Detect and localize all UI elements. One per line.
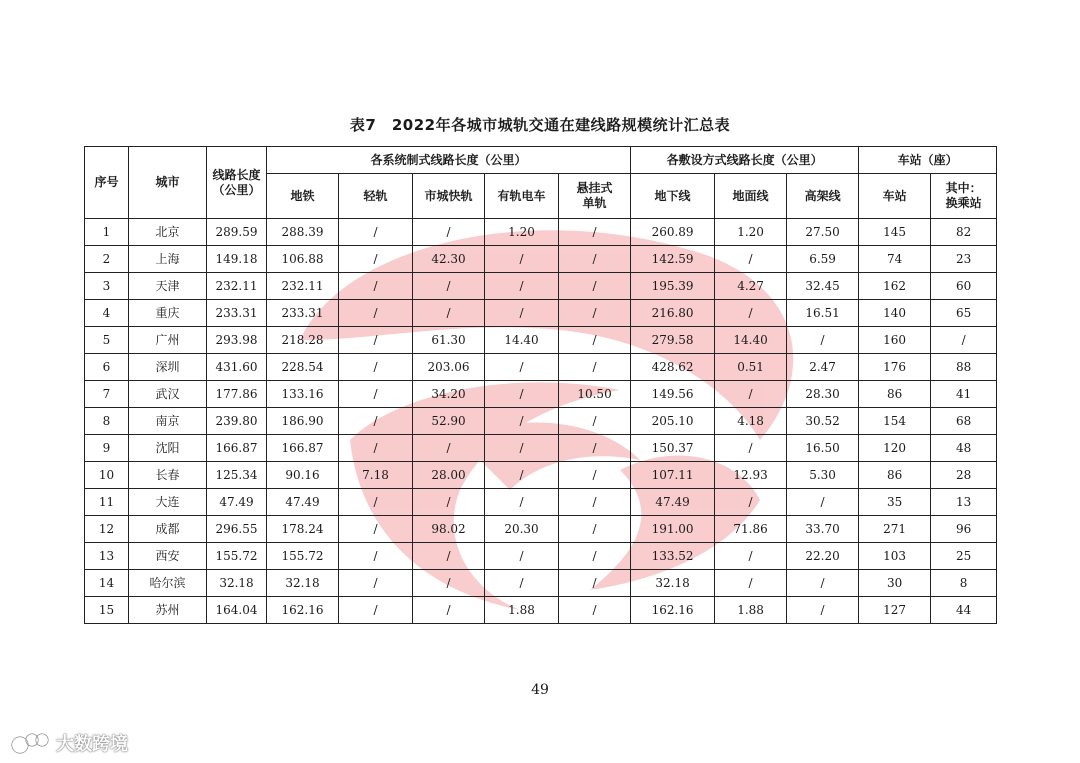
table-row bbox=[85, 327, 997, 354]
cell-transfer: 68 bbox=[931, 408, 997, 435]
col-transfer-line2: 换乘站 bbox=[945, 196, 982, 210]
cell-length: 32.18 bbox=[207, 570, 267, 597]
cell-elevated: 5.30 bbox=[787, 462, 859, 489]
cell-stations: 145 bbox=[859, 219, 931, 246]
cell-city: 大连 bbox=[129, 489, 207, 516]
cell-metro: 166.87 bbox=[267, 435, 339, 462]
page-number: 49 bbox=[531, 682, 549, 698]
table-row bbox=[85, 381, 997, 408]
cell-underground: 216.80 bbox=[631, 300, 715, 327]
table-title: 表7 2022年各城市城轨交通在建线路规模统计汇总表 bbox=[349, 116, 731, 134]
cell-length: 296.55 bbox=[207, 516, 267, 543]
cell-elevated: 6.59 bbox=[787, 246, 859, 273]
cell-stations: 35 bbox=[859, 489, 931, 516]
cell-underground: 205.10 bbox=[631, 408, 715, 435]
col-transfer bbox=[931, 174, 997, 219]
cell-stations: 176 bbox=[859, 354, 931, 381]
cell-seq: 10 bbox=[85, 462, 129, 489]
cell-stations: 74 bbox=[859, 246, 931, 273]
cell-length: 431.60 bbox=[207, 354, 267, 381]
cell-city: 南京 bbox=[129, 408, 207, 435]
cell-elevated: / bbox=[787, 570, 859, 597]
cell-transfer: 82 bbox=[931, 219, 997, 246]
cell-ground: 14.40 bbox=[715, 327, 787, 354]
cell-seq: 1 bbox=[85, 219, 129, 246]
cell-ground: 4.27 bbox=[715, 273, 787, 300]
cell-tram: / bbox=[485, 462, 559, 489]
cell-seq: 3 bbox=[85, 273, 129, 300]
cell-city: 哈尔滨 bbox=[129, 570, 207, 597]
cell-monorail: / bbox=[559, 219, 631, 246]
cell-elevated: / bbox=[787, 489, 859, 516]
cell-ground: 12.93 bbox=[715, 462, 787, 489]
cell-ground: / bbox=[715, 300, 787, 327]
cell-stations: 140 bbox=[859, 300, 931, 327]
col-seq: 序号 bbox=[85, 147, 129, 219]
table-row bbox=[85, 435, 997, 462]
cell-monorail: / bbox=[559, 408, 631, 435]
cell-underground: 133.52 bbox=[631, 543, 715, 570]
cell-underground: 47.49 bbox=[631, 489, 715, 516]
cell-length: 232.11 bbox=[207, 273, 267, 300]
cell-stations: 86 bbox=[859, 462, 931, 489]
cell-city: 天津 bbox=[129, 273, 207, 300]
cell-length: 233.31 bbox=[207, 300, 267, 327]
table-row bbox=[85, 273, 997, 300]
cell-suburban: / bbox=[413, 543, 485, 570]
cell-underground: 32.18 bbox=[631, 570, 715, 597]
cell-ground: / bbox=[715, 543, 787, 570]
col-light-rail: 轻轨 bbox=[339, 174, 413, 219]
cell-metro: 186.90 bbox=[267, 408, 339, 435]
cell-underground: 107.11 bbox=[631, 462, 715, 489]
cell-suburban: 203.06 bbox=[413, 354, 485, 381]
header-row-1 bbox=[85, 147, 997, 174]
cell-elevated: 22.20 bbox=[787, 543, 859, 570]
cell-city: 武汉 bbox=[129, 381, 207, 408]
cell-transfer: 8 bbox=[931, 570, 997, 597]
cell-ground: / bbox=[715, 570, 787, 597]
cell-suburban: / bbox=[413, 597, 485, 624]
cell-city: 西安 bbox=[129, 543, 207, 570]
cell-underground: 260.89 bbox=[631, 219, 715, 246]
cell-elevated: / bbox=[787, 327, 859, 354]
cell-tram: / bbox=[485, 354, 559, 381]
cell-transfer: 88 bbox=[931, 354, 997, 381]
table-row bbox=[85, 570, 997, 597]
table-row bbox=[85, 516, 997, 543]
cell-seq: 6 bbox=[85, 354, 129, 381]
cell-tram: / bbox=[485, 543, 559, 570]
col-ground: 地面线 bbox=[715, 174, 787, 219]
cell-underground: 191.00 bbox=[631, 516, 715, 543]
cell-transfer: 28 bbox=[931, 462, 997, 489]
table-row bbox=[85, 489, 997, 516]
cell-length: 293.98 bbox=[207, 327, 267, 354]
table-row bbox=[85, 219, 997, 246]
cell-light-rail: / bbox=[339, 381, 413, 408]
col-length-line1: 线路长度 bbox=[212, 167, 261, 182]
cell-elevated: 2.47 bbox=[787, 354, 859, 381]
col-elevated: 高架线 bbox=[787, 174, 859, 219]
cell-suburban: / bbox=[413, 300, 485, 327]
cell-seq: 5 bbox=[85, 327, 129, 354]
cell-transfer: 65 bbox=[931, 300, 997, 327]
cell-seq: 15 bbox=[85, 597, 129, 624]
cell-elevated: 28.30 bbox=[787, 381, 859, 408]
cell-stations: 127 bbox=[859, 597, 931, 624]
cell-seq: 13 bbox=[85, 543, 129, 570]
cell-light-rail: / bbox=[339, 354, 413, 381]
cell-city: 深圳 bbox=[129, 354, 207, 381]
cell-suburban: 34.20 bbox=[413, 381, 485, 408]
cell-tram: / bbox=[485, 489, 559, 516]
cell-ground: / bbox=[715, 246, 787, 273]
cell-stations: 271 bbox=[859, 516, 931, 543]
table-row bbox=[85, 543, 997, 570]
cell-underground: 162.16 bbox=[631, 597, 715, 624]
cell-metro: 162.16 bbox=[267, 597, 339, 624]
cell-transfer: 44 bbox=[931, 597, 997, 624]
cell-light-rail: / bbox=[339, 300, 413, 327]
col-metro: 地铁 bbox=[267, 174, 339, 219]
cell-metro: 218.28 bbox=[267, 327, 339, 354]
cell-underground: 149.56 bbox=[631, 381, 715, 408]
col-stations: 车站 bbox=[859, 174, 931, 219]
cell-ground: 1.88 bbox=[715, 597, 787, 624]
group-stations: 车站（座） bbox=[859, 147, 997, 174]
cell-city: 上海 bbox=[129, 246, 207, 273]
cell-monorail: / bbox=[559, 543, 631, 570]
table-row bbox=[85, 408, 997, 435]
cell-suburban: / bbox=[413, 570, 485, 597]
cell-monorail: / bbox=[559, 327, 631, 354]
cell-seq: 9 bbox=[85, 435, 129, 462]
cell-ground: / bbox=[715, 489, 787, 516]
cell-stations: 160 bbox=[859, 327, 931, 354]
cell-tram: / bbox=[485, 570, 559, 597]
brand-text: 大数跨境 bbox=[56, 734, 128, 755]
cell-light-rail: / bbox=[339, 435, 413, 462]
cell-monorail: / bbox=[559, 516, 631, 543]
cell-monorail: / bbox=[559, 570, 631, 597]
cell-monorail: / bbox=[559, 462, 631, 489]
cell-monorail: / bbox=[559, 273, 631, 300]
cell-stations: 120 bbox=[859, 435, 931, 462]
cell-city: 重庆 bbox=[129, 300, 207, 327]
group-systems: 各系统制式线路长度（公里） bbox=[267, 147, 631, 174]
col-underground: 地下线 bbox=[631, 174, 715, 219]
cell-city: 北京 bbox=[129, 219, 207, 246]
cell-transfer: 13 bbox=[931, 489, 997, 516]
col-monorail bbox=[559, 174, 631, 219]
cell-length: 47.49 bbox=[207, 489, 267, 516]
cell-seq: 12 bbox=[85, 516, 129, 543]
cell-light-rail: / bbox=[339, 597, 413, 624]
cell-city: 沈阳 bbox=[129, 435, 207, 462]
cell-seq: 11 bbox=[85, 489, 129, 516]
cell-metro: 32.18 bbox=[267, 570, 339, 597]
cell-tram: 1.20 bbox=[485, 219, 559, 246]
cell-elevated: 33.70 bbox=[787, 516, 859, 543]
cell-light-rail: / bbox=[339, 246, 413, 273]
cell-underground: 142.59 bbox=[631, 246, 715, 273]
cell-tram: / bbox=[485, 246, 559, 273]
cell-metro: 47.49 bbox=[267, 489, 339, 516]
cell-underground: 428.62 bbox=[631, 354, 715, 381]
cell-ground: 1.20 bbox=[715, 219, 787, 246]
table-row bbox=[85, 354, 997, 381]
cell-city: 长春 bbox=[129, 462, 207, 489]
cell-metro: 133.16 bbox=[267, 381, 339, 408]
cell-light-rail: / bbox=[339, 516, 413, 543]
cell-length: 239.80 bbox=[207, 408, 267, 435]
cell-monorail: / bbox=[559, 300, 631, 327]
cell-suburban: / bbox=[413, 219, 485, 246]
cell-city: 成都 bbox=[129, 516, 207, 543]
cell-ground: / bbox=[715, 381, 787, 408]
col-transfer-line1: 其中： bbox=[945, 181, 982, 195]
cell-transfer: 60 bbox=[931, 273, 997, 300]
cell-elevated: 16.51 bbox=[787, 300, 859, 327]
cell-light-rail: / bbox=[339, 543, 413, 570]
cell-tram: / bbox=[485, 435, 559, 462]
cell-seq: 2 bbox=[85, 246, 129, 273]
cell-elevated: 32.45 bbox=[787, 273, 859, 300]
cell-elevated: / bbox=[787, 597, 859, 624]
cell-metro: 155.72 bbox=[267, 543, 339, 570]
cell-length: 149.18 bbox=[207, 246, 267, 273]
cell-monorail: / bbox=[559, 435, 631, 462]
cell-suburban: 52.90 bbox=[413, 408, 485, 435]
cell-suburban: 42.30 bbox=[413, 246, 485, 273]
construction-stats-table bbox=[84, 146, 997, 624]
cell-suburban: 98.02 bbox=[413, 516, 485, 543]
cell-transfer: 41 bbox=[931, 381, 997, 408]
cell-stations: 162 bbox=[859, 273, 931, 300]
cell-light-rail: / bbox=[339, 489, 413, 516]
cell-monorail: / bbox=[559, 246, 631, 273]
cell-ground: 0.51 bbox=[715, 354, 787, 381]
cell-monorail: / bbox=[559, 597, 631, 624]
cell-elevated: 16.50 bbox=[787, 435, 859, 462]
cell-transfer: 23 bbox=[931, 246, 997, 273]
cell-light-rail: / bbox=[339, 219, 413, 246]
cell-light-rail: / bbox=[339, 570, 413, 597]
weibo-style-logo-icon bbox=[10, 731, 50, 755]
cell-suburban: 28.00 bbox=[413, 462, 485, 489]
cell-ground: 71.86 bbox=[715, 516, 787, 543]
cell-tram: / bbox=[485, 273, 559, 300]
cell-light-rail: 7.18 bbox=[339, 462, 413, 489]
cell-tram: / bbox=[485, 300, 559, 327]
cell-elevated: 27.50 bbox=[787, 219, 859, 246]
col-monorail-line1: 悬挂式 bbox=[576, 181, 613, 195]
cell-ground: 4.18 bbox=[715, 408, 787, 435]
cell-tram: / bbox=[485, 381, 559, 408]
cell-metro: 232.11 bbox=[267, 273, 339, 300]
cell-stations: 154 bbox=[859, 408, 931, 435]
cell-light-rail: / bbox=[339, 273, 413, 300]
cell-tram: / bbox=[485, 408, 559, 435]
cell-length: 177.86 bbox=[207, 381, 267, 408]
table-body bbox=[85, 219, 997, 624]
cell-suburban: / bbox=[413, 489, 485, 516]
cell-city: 苏州 bbox=[129, 597, 207, 624]
cell-length: 166.87 bbox=[207, 435, 267, 462]
cell-stations: 86 bbox=[859, 381, 931, 408]
cell-transfer: 25 bbox=[931, 543, 997, 570]
cell-metro: 178.24 bbox=[267, 516, 339, 543]
table-row bbox=[85, 597, 997, 624]
cell-city: 广州 bbox=[129, 327, 207, 354]
cell-suburban: / bbox=[413, 273, 485, 300]
cell-light-rail: / bbox=[339, 327, 413, 354]
cell-tram: 20.30 bbox=[485, 516, 559, 543]
cell-stations: 30 bbox=[859, 570, 931, 597]
col-monorail-line2: 单轨 bbox=[582, 196, 607, 210]
cell-stations: 103 bbox=[859, 543, 931, 570]
cell-suburban: 61.30 bbox=[413, 327, 485, 354]
cell-tram: 14.40 bbox=[485, 327, 559, 354]
col-tram: 有轨电车 bbox=[485, 174, 559, 219]
cell-seq: 8 bbox=[85, 408, 129, 435]
cell-seq: 7 bbox=[85, 381, 129, 408]
cell-seq: 4 bbox=[85, 300, 129, 327]
group-laying: 各敷设方式线路长度（公里） bbox=[631, 147, 859, 174]
cell-underground: 279.58 bbox=[631, 327, 715, 354]
brand-watermark bbox=[10, 730, 128, 756]
cell-seq: 14 bbox=[85, 570, 129, 597]
cell-transfer: / bbox=[931, 327, 997, 354]
cell-tram: 1.88 bbox=[485, 597, 559, 624]
table-row bbox=[85, 300, 997, 327]
table-row bbox=[85, 246, 997, 273]
cell-transfer: 96 bbox=[931, 516, 997, 543]
cell-monorail: 10.50 bbox=[559, 381, 631, 408]
cell-monorail: / bbox=[559, 354, 631, 381]
cell-length: 125.34 bbox=[207, 462, 267, 489]
cell-monorail: / bbox=[559, 489, 631, 516]
cell-metro: 288.39 bbox=[267, 219, 339, 246]
cell-metro: 106.88 bbox=[267, 246, 339, 273]
cell-length: 155.72 bbox=[207, 543, 267, 570]
cell-suburban: / bbox=[413, 435, 485, 462]
table-row bbox=[85, 462, 997, 489]
col-length-line2: （公里） bbox=[212, 182, 261, 197]
cell-underground: 195.39 bbox=[631, 273, 715, 300]
cell-elevated: 30.52 bbox=[787, 408, 859, 435]
col-suburban: 市城快轨 bbox=[413, 174, 485, 219]
cell-underground: 150.37 bbox=[631, 435, 715, 462]
cell-transfer: 48 bbox=[931, 435, 997, 462]
cell-length: 164.04 bbox=[207, 597, 267, 624]
cell-light-rail: / bbox=[339, 408, 413, 435]
col-length bbox=[207, 147, 267, 219]
cell-metro: 228.54 bbox=[267, 354, 339, 381]
cell-length: 289.59 bbox=[207, 219, 267, 246]
cell-metro: 233.31 bbox=[267, 300, 339, 327]
cell-metro: 90.16 bbox=[267, 462, 339, 489]
col-city: 城市 bbox=[129, 147, 207, 219]
cell-ground: / bbox=[715, 435, 787, 462]
